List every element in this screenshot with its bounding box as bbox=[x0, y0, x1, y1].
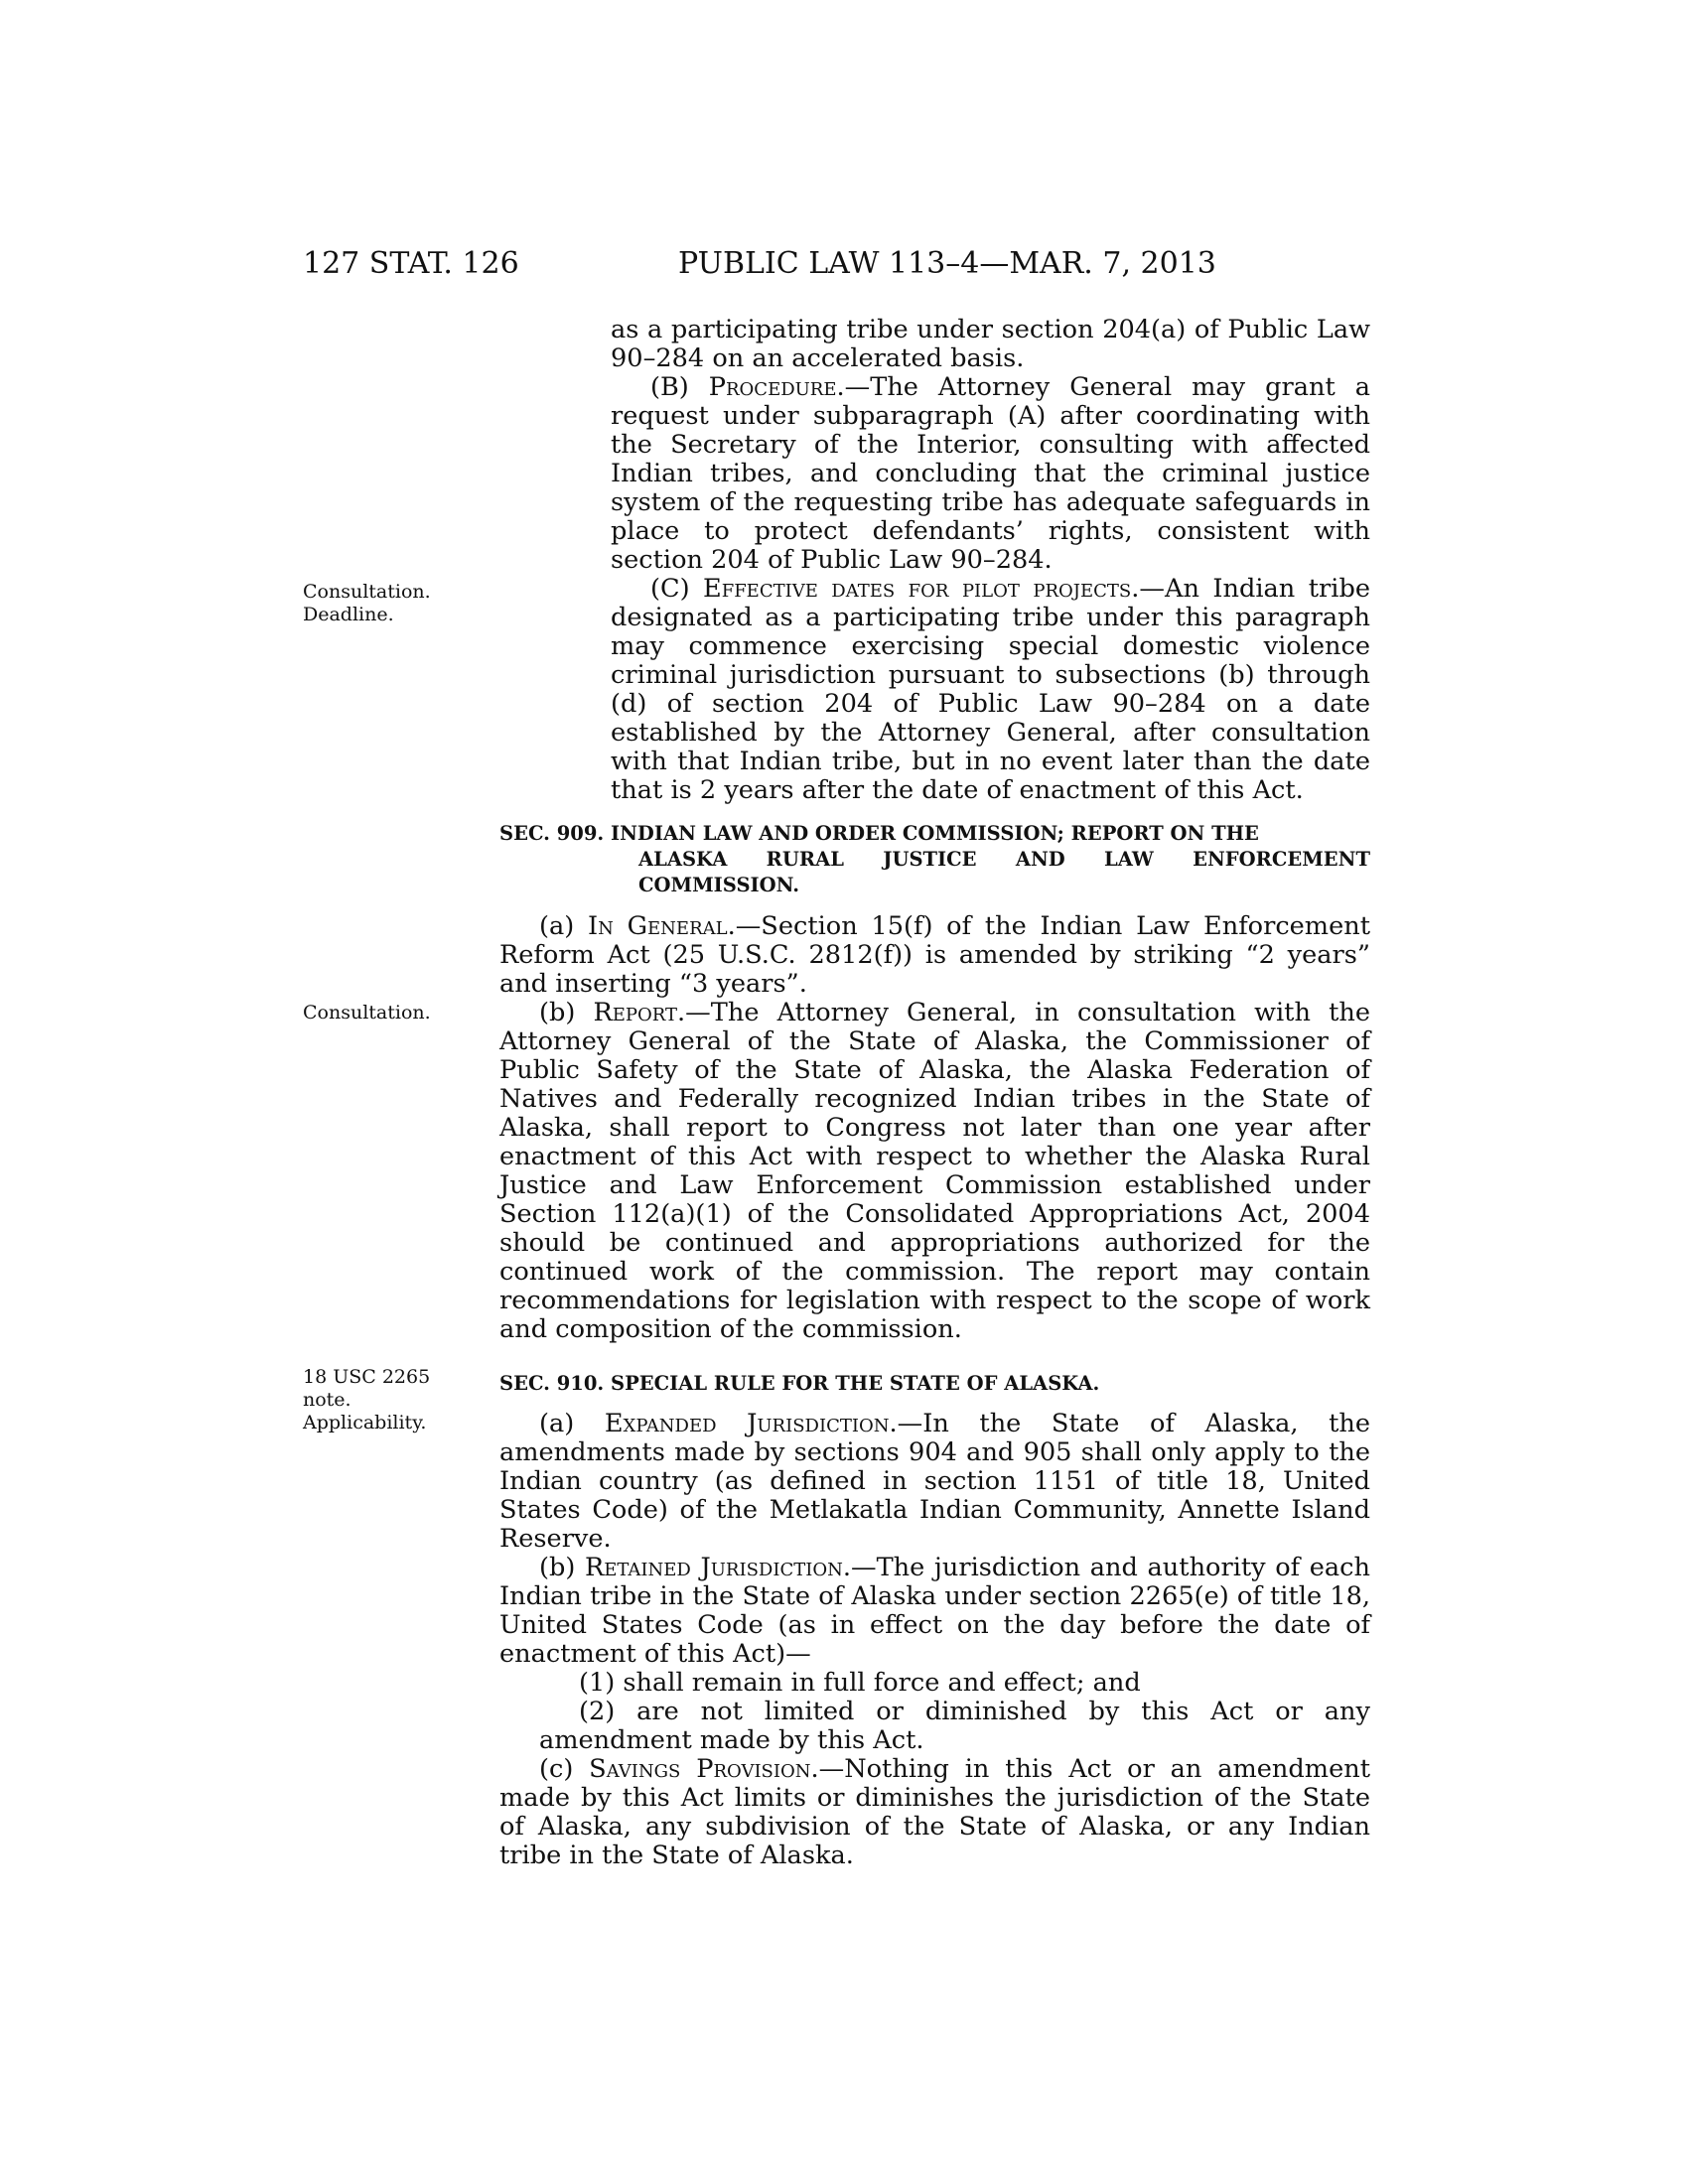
section-heading-line: SEC. 910. SPECIAL RULE FOR THE STATE OF ALASKA. bbox=[499, 1372, 1100, 1395]
subsection-b-retained-jurisdiction bbox=[499, 1554, 1370, 1669]
section-910-body bbox=[499, 1410, 1370, 1870]
margin-note-consultation-deadline bbox=[303, 581, 477, 626]
paragraph-label: (b) bbox=[539, 1553, 585, 1582]
section-heading-line: ALASKA RURAL JUSTICE AND LAW ENFORCEMENT COMMISSION. bbox=[638, 848, 1370, 896]
section-910-heading bbox=[499, 1371, 1370, 1397]
paragraph-heading: Effective dates for pilot projects bbox=[703, 574, 1132, 604]
margin-note-line: Consultation. bbox=[303, 581, 431, 603]
section-heading-line: SEC. 909. INDIAN LAW AND ORDER COMMISSION; REPORT ON THE bbox=[499, 822, 1259, 845]
paragraph-heading: Retained Jurisdiction bbox=[585, 1553, 843, 1582]
paragraph-heading: Procedure bbox=[708, 372, 837, 402]
paragraph-text: .—The jurisdiction and authority of each Indian tribe in the State of Alaska under section 2265(e) of title 18, United States Code (as in effect on the day before the date of enactment of this Act)— bbox=[499, 1553, 1370, 1669]
paragraph-text: .—Nothing in this Act or an amendment made by this Act limits or diminishes the jurisdiction of the State of Alaska, any subdivision of the State of Alaska, or any Indian tribe in the State of Alaska. bbox=[499, 1754, 1370, 1870]
paragraph-c-effective-dates bbox=[611, 575, 1370, 805]
paragraph-text: .—An Indian tribe designated as a participating tribe under this paragraph may commence exercising special domestic violence criminal jurisdiction pursuant to subsections (b) through (d) of section 204 of Public Law 90–284 on a date established by the Attorney General, after consultation with that Indian tribe, but in no event later than the date that is 2 years after the date of enactment of this Act. bbox=[611, 574, 1370, 805]
paragraph-heading: Expanded Jurisdiction bbox=[604, 1409, 890, 1438]
clause-b1: (1) shall remain in full force and effect; and bbox=[579, 1668, 1141, 1698]
subsection-b-report bbox=[499, 999, 1370, 1344]
margin-note-line: Consultation. bbox=[303, 1002, 431, 1024]
paragraph-b-procedure bbox=[611, 373, 1370, 575]
paragraph-label: (C) bbox=[650, 574, 704, 604]
margin-note-line: Applicability. bbox=[303, 1412, 427, 1433]
paragraph-text: .—Section 15(f) of the Indian Law Enforcement Reform Act (25 U.S.C. 2812(f)) is amended by striking “2 years” and inserting “3 years”. bbox=[499, 911, 1370, 999]
subsection-a-in-general bbox=[499, 912, 1370, 999]
paragraph-label: (a) bbox=[539, 1409, 605, 1438]
paragraph-text: .—The Attorney General may grant a request under subparagraph (A) after coordinating with the Secretary of the Interior, consulting with affected Indian tribes, and concluding that the criminal justice system of the requesting tribe has adequate safeguards in place to protect defendants’ rights, consistent with section 204 of Public Law 90–284. bbox=[611, 372, 1370, 575]
paragraph-heading: Savings Provision bbox=[589, 1754, 811, 1784]
paragraph-heading: Report bbox=[593, 998, 678, 1027]
paragraph-heading: In General bbox=[587, 911, 728, 941]
running-header-title: PUBLIC LAW 113–4—MAR. 7, 2013 bbox=[678, 246, 1216, 281]
paragraph-label: (B) bbox=[650, 372, 709, 402]
subsection-c-savings-provision bbox=[499, 1755, 1370, 1870]
section-909-body bbox=[499, 912, 1370, 1344]
margin-note-line: 18 USC 2265 bbox=[303, 1366, 431, 1388]
clause-b2: (2) are not limited or diminished by this Act or any amendment made by this Act. bbox=[539, 1697, 1370, 1755]
margin-note-line: note. bbox=[303, 1389, 352, 1411]
margin-note-usc-applicability bbox=[303, 1366, 477, 1434]
margin-note-consultation bbox=[303, 1002, 477, 1024]
margin-note-line: Deadline. bbox=[303, 604, 394, 625]
paragraph-text: .—In the State of Alaska, the amendments made by sections 904 and 905 shall only apply to the Indian country (as defined in section 1151 of title 18, United States Code) of the Metlakatla Indian Community, Annette Island Reserve. bbox=[499, 1409, 1370, 1554]
paragraph-label: (a) bbox=[539, 911, 588, 941]
section-908-continuation bbox=[611, 316, 1370, 805]
statute-page-number: 127 STAT. 126 bbox=[303, 246, 519, 281]
continuation-paragraph: as a participating tribe under section 204(a) of Public Law 90–284 on an accelerated basis. bbox=[611, 315, 1370, 373]
paragraph-label: (c) bbox=[539, 1754, 590, 1784]
paragraph-text: .—The Attorney General, in consultation with the Attorney General of the State of Alaska, the Commissioner of Public Safety of the State of Alaska, the Alaska Federation of Natives and Federally recognized Indian tribes in the State of Alaska, shall report to Congress not later than one year after enactment of this Act with respect to whether the Alaska Rural Justice and Law Enforcement Commission established under Section 112(a)(1) of the Consolidated Appropriations Act, 2004 should be continued and appropriations authorized for the continued work of the commission. The report may contain recommendations for legislation with respect to the scope of work and composition of the commission. bbox=[499, 998, 1370, 1344]
section-909-heading bbox=[499, 821, 1370, 898]
paragraph-label: (b) bbox=[539, 998, 594, 1027]
subsection-a-expanded-jurisdiction bbox=[499, 1410, 1370, 1554]
